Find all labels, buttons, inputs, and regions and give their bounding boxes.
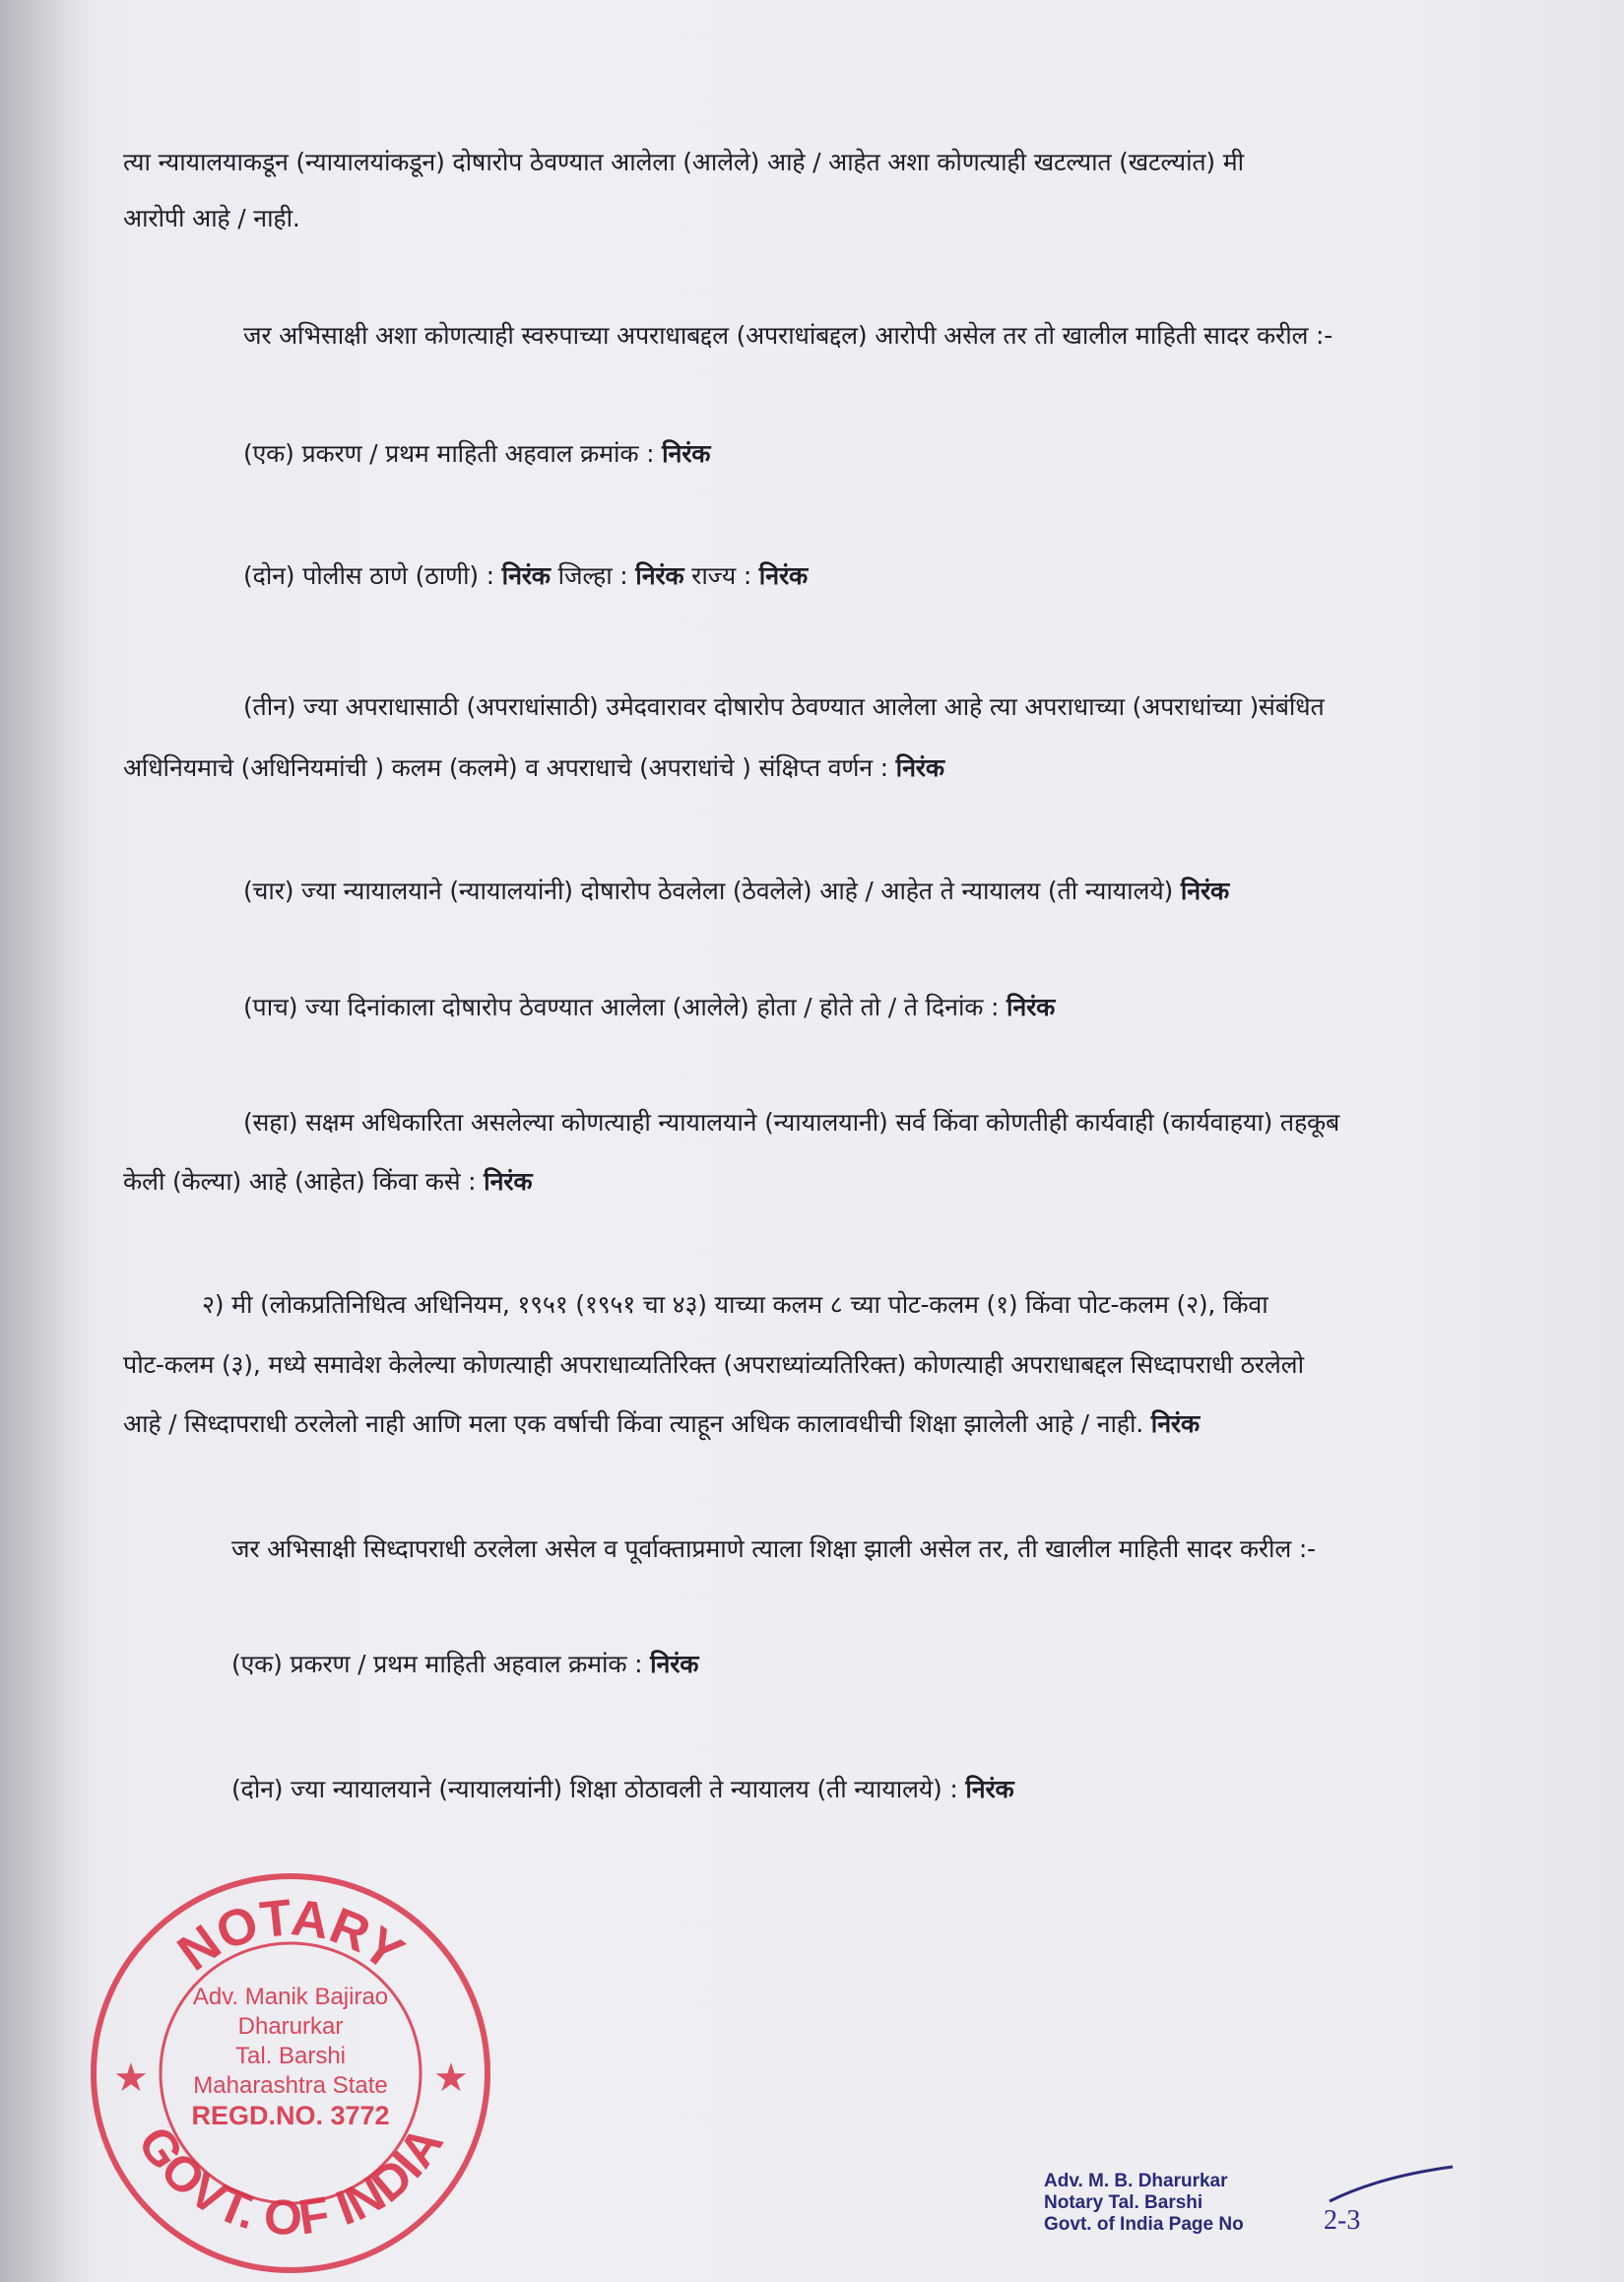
notary-seal <box>84 1866 497 2280</box>
nil-value: निरंक <box>965 1775 1014 1803</box>
text-line-3: जर अभिसाक्षी अशा कोणत्याही स्वरुपाच्या अपराधाबद्दल (अपराधांबद्दल) आरोपी असेल तर तो खालील माहिती सादर करील :- <box>243 321 1333 350</box>
nil-value: निरंक <box>758 561 808 590</box>
item-one-fir: (एक) प्रकरण / प्रथम माहिती अहवाल क्रमांक : निरंक <box>243 439 711 468</box>
nil-value: निरंक <box>1180 877 1229 905</box>
item-six-line-2: केली (केल्या) आहे (आहेत) किंवा कसे : निरंक <box>123 1167 533 1196</box>
item-three-line-1: (तीन) ज्या अपराधासाठी (अपराधांसाठी) उमेदवारावर दोषारोप ठेवण्यात आलेला आहे त्या अपराधाच्या (अपराधांच्या )संबंधित <box>243 692 1325 721</box>
item-five-date: (पाच) ज्या दिनांकाला दोषारोप ठेवण्यात आलेला (आलेले) होता / होते तो / ते दिनांक : निरंक <box>243 993 1056 1021</box>
svg-text:NOTARY <box>167 1889 414 1983</box>
para-two-line-1: २) मी (लोकप्रतिनिधित्व अधिनियम, १९५१ (१९५१ चा ४३) याच्या कलम ८ च्या पोट-कलम (१) किंवा पोट-कलम (२), किंवा <box>202 1290 1268 1319</box>
nil-value: निरंक <box>895 753 944 782</box>
item-four-court: (चार) ज्या न्यायालयाने (न्यायालयांनी) दोषारोप ठेवलेला (ठेवलेले) आहे / आहेत ते न्यायालय (ती न्यायालये) निरंक <box>243 877 1229 905</box>
nil-value: निरंक <box>662 439 711 468</box>
text-line-convicted: जर अभिसाक्षी सिध्दापराधी ठरलेला असेल व पूर्वाक्ताप्रमाणे त्याला शिक्षा झाली असेल तर, ती खालील माहिती सादर करील :- <box>231 1534 1316 1563</box>
item-two-police-station: (दोन) पोलीस ठाणे (ठाणी) : निरंक जिल्हा : निरंक राज्य : निरंक <box>243 561 808 590</box>
item-six-line-1: (सहा) सक्षम अधिकारिता असलेल्या कोणत्याही न्यायालयाने (न्यायालयानी) सर्व किंवा कोणतीही कार्यवाही (कार्यवाहया) तहकूब <box>243 1108 1340 1137</box>
nil-value: निरंक <box>501 561 551 590</box>
convicted-item-two: (दोन) ज्या न्यायालयाने (न्यायालयांनी) शिक्षा ठोठावली ते न्यायालय (ती न्यायालये) : निरंक <box>231 1775 1014 1803</box>
nil-value: निरंक <box>484 1167 533 1196</box>
seal-line-1: Adv. Manik Bajirao <box>192 1984 389 2010</box>
page-number-handwritten: 2-3 <box>1324 2205 1361 2236</box>
nil-value: निरंक <box>635 561 684 590</box>
seal-top-text: NOTARY <box>167 1889 414 1983</box>
svg-text:★: ★ <box>113 2055 149 2101</box>
seal-bottom-text: GOVT. OF INDIA <box>127 2117 454 2247</box>
notary-seal-graphic <box>84 1866 497 2280</box>
text-line-2: आरोपी आहे / नाही. <box>123 204 300 232</box>
item-three-line-2: अधिनियमाचे (अधिनियमांची ) कलम (कलमे) व अपराधाचे (अपराधांचे ) संक्षिप्त वर्णन : निरंक <box>123 753 944 782</box>
nil-value: निरंक <box>1150 1409 1200 1438</box>
seal-line-3: Tal. Barshi <box>234 2043 347 2069</box>
para-two-line-2: पोट-कलम (३), मध्ये समावेश केलेल्या कोणत्याही अपराधाव्यतिरिक्त (अपराध्यांव्यतिरिक्त) कोणत्याही अपराधाबद्दल सिध्दापराधी ठरलेलो <box>123 1350 1304 1379</box>
notary-place: Notary Tal. Barshi <box>1044 2192 1203 2213</box>
svg-text:★: ★ <box>433 2055 469 2101</box>
notary-page-label: Govt. of India Page No <box>1044 2214 1244 2235</box>
convicted-item-one: (एक) प्रकरण / प्रथम माहिती अहवाल क्रमांक : निरंक <box>231 1650 699 1678</box>
seal-line-5: REGD.NO. 3772 <box>191 2101 390 2130</box>
seal-line-4: Maharashtra State <box>193 2072 388 2099</box>
nil-value: निरंक <box>650 1650 699 1678</box>
notary-name: Adv. M. B. Dharurkar <box>1044 2171 1228 2191</box>
nil-value: निरंक <box>1006 993 1056 1021</box>
svg-text:GOVT. OF INDIA <box>127 2117 453 2246</box>
seal-line-2: Dharurkar <box>237 2013 344 2040</box>
para-two-line-3: आहे / सिध्दापराधी ठरलेलो नाही आणि मला एक वर्षाची किंवा त्याहून अधिक कालावधीची शिक्षा झालेली आहे / नाही. निरंक <box>123 1409 1200 1438</box>
text-line-1: त्या न्यायालयाकडून (न्यायालयांकडून) दोषारोप ठेवण्यात आलेला (आलेले) आहे / आहेत अशा कोणत्याही खटल्यात (खटल्यांत) मी <box>123 148 1244 176</box>
signature-stroke <box>1320 2157 1458 2216</box>
